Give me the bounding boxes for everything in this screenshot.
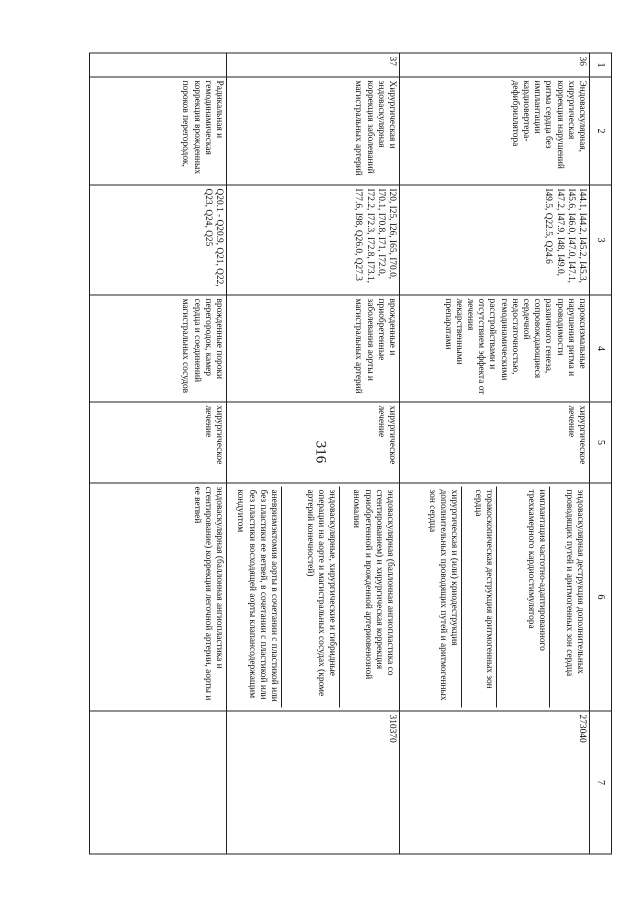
method-item: торакоскопическая деструкция аритмогенных зон сердца: [461, 486, 496, 707]
header-cell-1: 1: [590, 53, 612, 77]
treatment-methods: [227, 483, 400, 711]
treatment-type: хирургическое лечение: [400, 402, 590, 483]
cost-norm: 310370: [227, 711, 400, 854]
header-cell-6: 6: [590, 483, 612, 711]
treatment-type: хирургическое лечение: [90, 402, 227, 483]
icd-codes: I44.1, I44.2, I45.2, I45.3, I45.6, I46.0, I47.0, I47.1, I47.2, I47.9, I48, I49.0, I49.5, Q22.5, Q24.6: [400, 185, 590, 295]
header-cell-2: 2: [590, 77, 612, 185]
table-row: [90, 53, 227, 854]
table-row: [400, 53, 590, 854]
icd-codes: I20, I25, I26, I65, I70.0, I70.1, I70.8, I71, I72.0, I72.2, I72.3, I72.8, I73.1, I77.6, I98, Q26.0, Q27.3: [227, 185, 400, 295]
table-row: [227, 53, 400, 854]
method-item: аневризмэктомия аорты в сочетании с пластикой или без пластики ее ветвей, в сочетании с пластикой или без пластики восходящей аорты клапансодержащим кондуитом: [235, 489, 279, 702]
service-table: [89, 52, 612, 854]
cost-norm: 273040: [400, 711, 590, 854]
service-name: Хирургическая и эндоваскулярная коррекция заболеваний магистральных артерий: [227, 77, 400, 185]
header-cell-5: 5: [590, 402, 612, 483]
row-number: 36: [400, 53, 590, 77]
patient-model: врожденные пороки перегородок, камер сердца и соединений магистральных сосудов: [90, 295, 227, 402]
method-item: имплантация частотно-адаптированного трехкамерного кардиостимулятора: [496, 486, 549, 707]
treatment-method: эндоваскулярная (баллонная ангиопластика и стентирование) коррекция легочной артерии, аорты и ее ветвей: [90, 483, 227, 711]
row-number: [90, 53, 227, 77]
method-item: эндоваскулярная (баллонная ангиопластика со стентированием) и хирургическая коррекция приобретенной и врожденной артериовенозной аномалии: [339, 486, 397, 707]
patient-model: пароксизмальные нарушения ритма и проводимости различного генеза, сопровождающиеся сердечной недостаточностью, гемодинамическими расстройствами и отсутствием эффекта от лечения лекарственными препаратами: [400, 295, 590, 402]
service-name: Радикальная и гемодинамическая коррекция врожденных пороков перегородок,: [90, 77, 227, 185]
row-number: 37: [227, 53, 400, 77]
patient-model: врожденные и приобретенные заболевания аорты и магистральных артерий: [227, 295, 400, 402]
cost-norm: [90, 711, 227, 854]
service-name: Эндоваскулярная, хирургическая коррекция нарушений ритма сердца без имплантации кардиовертера-дефибриллятора: [400, 77, 590, 185]
header-cell-4: 4: [590, 295, 612, 402]
header-cell-7: 7: [590, 711, 612, 854]
page-number: 316: [312, 440, 329, 464]
treatment-type: хирургическое лечение: [227, 402, 400, 483]
icd-codes: Q20.1 - Q20.9, Q21, Q22, Q23, Q24, Q25: [90, 185, 227, 295]
treatment-methods: [400, 483, 590, 711]
header-cell-3: 3: [590, 185, 612, 295]
method-item: эндоваскулярная деструкция дополнительных проводящих путей и аритмогенных зон сердца: [549, 486, 587, 707]
method-item: хирургическая и (или) криодеструкция дополнительных проводящих путей и аритмогенных зон сердца: [426, 489, 459, 701]
header-row: [590, 53, 612, 854]
table-frame: [90, 52, 612, 853]
method-item: эндоваскулярные, хирургические и гибридные операции на аорте и магистральных сосудах (кроме артерий конечностей): [281, 486, 339, 707]
